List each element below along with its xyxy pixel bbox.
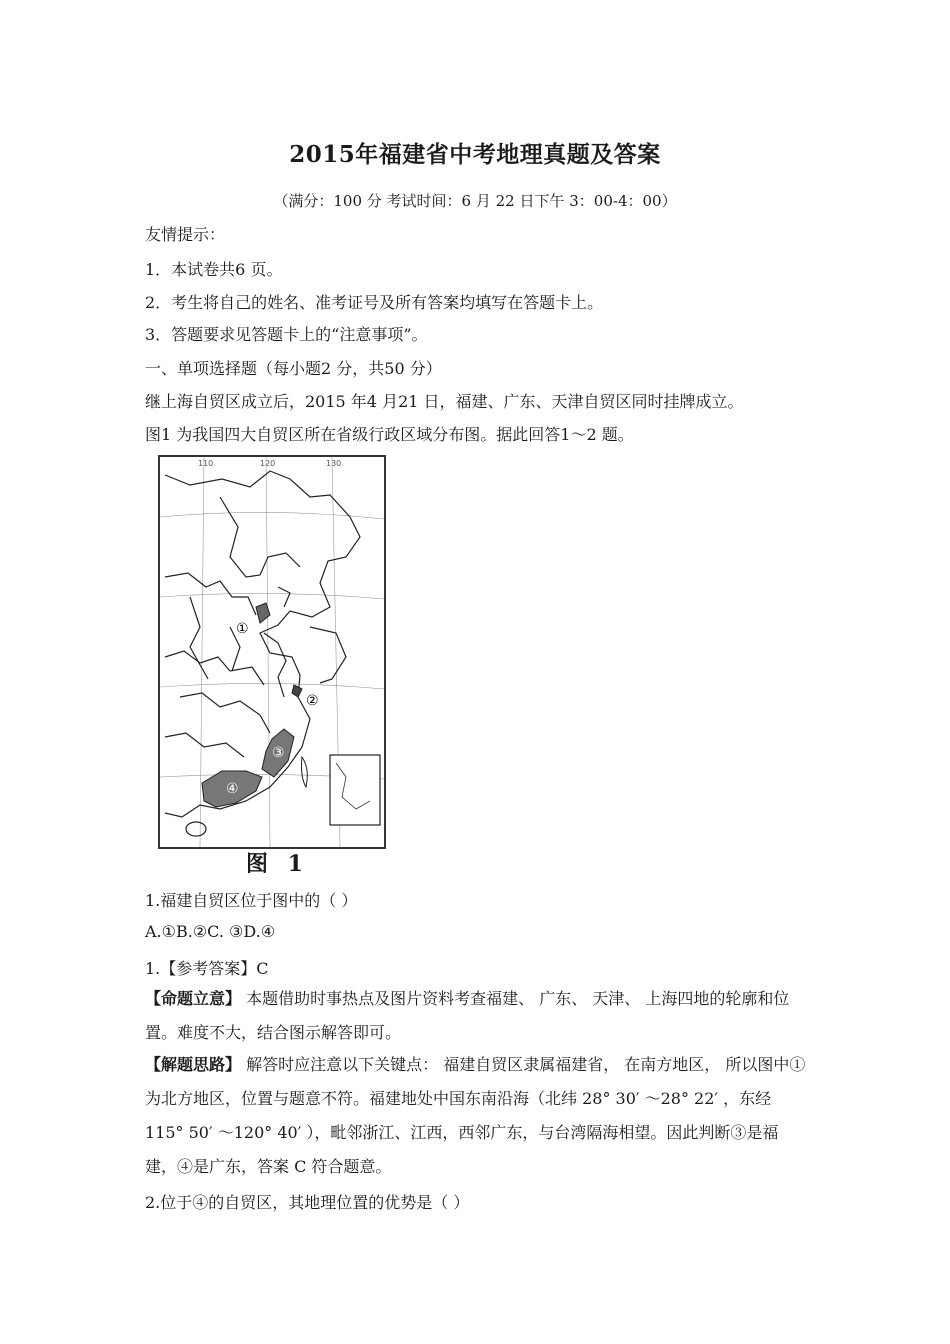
section-intro-2: 图1 为我国四大自贸区所在省级行政区域分布图。据此回答1～2 题。 bbox=[145, 425, 634, 444]
idea-text: 解答时应注意以下关键点： 福建自贸区隶属福建省， 在南方地区， 所以图中①为北方地区，位置与题意不符。福建地处中国东南沿海（北纬 28° 30′ ～28° 22′ ，东经 115° 50′ ～120° 40′ ），毗邻浙江、江西，西邻广东，与台湾隔海相望。因此判断③是福建，④是广东，答案 C 符合题意。 bbox=[145, 1055, 806, 1176]
q2-stem: 2.位于④的自贸区，其地理位置的优势是（ ） bbox=[145, 1193, 470, 1212]
figure-1 bbox=[158, 455, 384, 880]
exam-info: （满分：100 分 考试时间：6 月 22 日下午 3：00-4：00） bbox=[273, 192, 677, 210]
tips-heading: 友情提示： bbox=[145, 225, 226, 244]
intent-tag: 【命题立意】 bbox=[145, 989, 242, 1008]
hainan-island bbox=[186, 822, 206, 836]
region-2-shanghai bbox=[292, 685, 302, 697]
lon-tick-110: 110 bbox=[198, 459, 214, 468]
map-label-4: ④ bbox=[226, 781, 239, 797]
tip-item-2: 2．考生将自己的姓名、准考证号及所有答案均填写在答题卡上。 bbox=[145, 293, 604, 312]
figure-caption: 图 1 bbox=[246, 851, 309, 877]
lon-tick-120: 120 bbox=[260, 459, 276, 468]
tip-item-3: 3．答题要求见答题卡上的“注意事项”。 bbox=[145, 325, 428, 344]
page-title: 2015年福建省中考地理真题及答案 bbox=[289, 141, 661, 168]
q1-stem: 1.福建自贸区位于图中的（ ） bbox=[145, 891, 358, 910]
section-intro-1: 继上海自贸区成立后，2015 年4 月21 日，福建、广东、天津自贸区同时挂牌成立。 bbox=[145, 392, 744, 411]
idea-tag: 【解题思路】 bbox=[145, 1055, 242, 1074]
q1-options: A.①B.②C. ③D.④ bbox=[145, 922, 276, 941]
map-label-3: ③ bbox=[272, 745, 285, 761]
section-heading: 一、单项选择题（每小题2 分，共50 分） bbox=[145, 359, 442, 378]
map-label-2: ② bbox=[306, 693, 319, 709]
map-label-1: ① bbox=[236, 621, 249, 637]
lon-tick-130: 130 bbox=[326, 459, 342, 468]
q1-answer: 1.【参考答案】C bbox=[145, 959, 269, 978]
map-svg bbox=[160, 457, 384, 847]
intent-text: 本题借助时事热点及图片资料考查福建、 广东、 天津、 上海四地的轮廓和位置。难度不大，结合图示解答即可。 bbox=[145, 989, 790, 1042]
taiwan-island bbox=[302, 757, 308, 787]
tip-item-1: 1．本试卷共6 页。 bbox=[145, 260, 283, 279]
q1-idea bbox=[145, 1048, 810, 1184]
q1-intent bbox=[145, 982, 810, 1050]
china-map bbox=[158, 455, 386, 849]
